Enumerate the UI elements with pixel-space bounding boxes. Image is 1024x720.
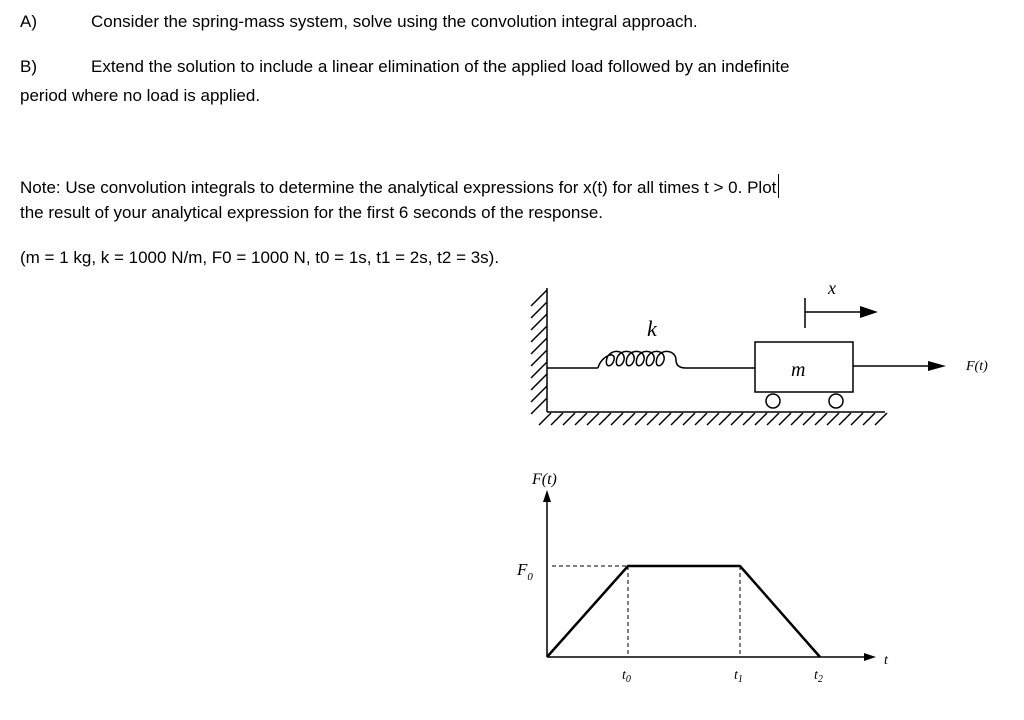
part-b-text-1: Extend the solution to include a linear elimination of the applied load followed by an indefinite (91, 57, 790, 76)
part-a-text: Consider the spring-mass system, solve using the convolution integral approach. (91, 12, 698, 31)
load-plot (516, 471, 889, 685)
t2-label: $t_2$ (814, 668, 823, 685)
displacement-label: x (828, 278, 836, 298)
force-arrow (853, 361, 946, 371)
parameters-line: (m = 1 kg, k = 1000 N/m, F0 = 1000 N, t0 = 1s, t1 = 2s, t2 = 3s). (20, 248, 500, 267)
spring-label: k (647, 316, 657, 341)
x-axis-arrow (864, 653, 876, 661)
ground (539, 412, 887, 425)
f0-label: $F_0$ (517, 560, 533, 583)
note-line-2: the result of your analytical expression for the first 6 seconds of the response. (20, 203, 604, 222)
spring (547, 351, 755, 368)
wheel-right (829, 394, 843, 408)
t1-label: $t_1$ (734, 668, 743, 685)
part-b-text-2: period where no load is applied. (20, 86, 261, 105)
note-text-1: Note: Use convolution integrals to determine the analytical expressions for x(t) for all times t > 0. Plot (20, 178, 777, 197)
spring-mass-diagram (531, 278, 988, 425)
load-curve (547, 566, 820, 657)
t0-label: $t_0$ (622, 668, 631, 685)
wheel-left (766, 394, 780, 408)
mass-label: m (791, 359, 806, 381)
y-axis-arrow (543, 490, 551, 502)
displacement-arrow (805, 298, 878, 328)
wall (531, 288, 547, 414)
part-a-label: A) (20, 12, 37, 31)
force-label: F(t) (966, 359, 988, 374)
part-b-label: B) (20, 57, 37, 76)
x-axis-label: t (884, 653, 888, 668)
y-axis-label: F(t) (532, 471, 557, 488)
